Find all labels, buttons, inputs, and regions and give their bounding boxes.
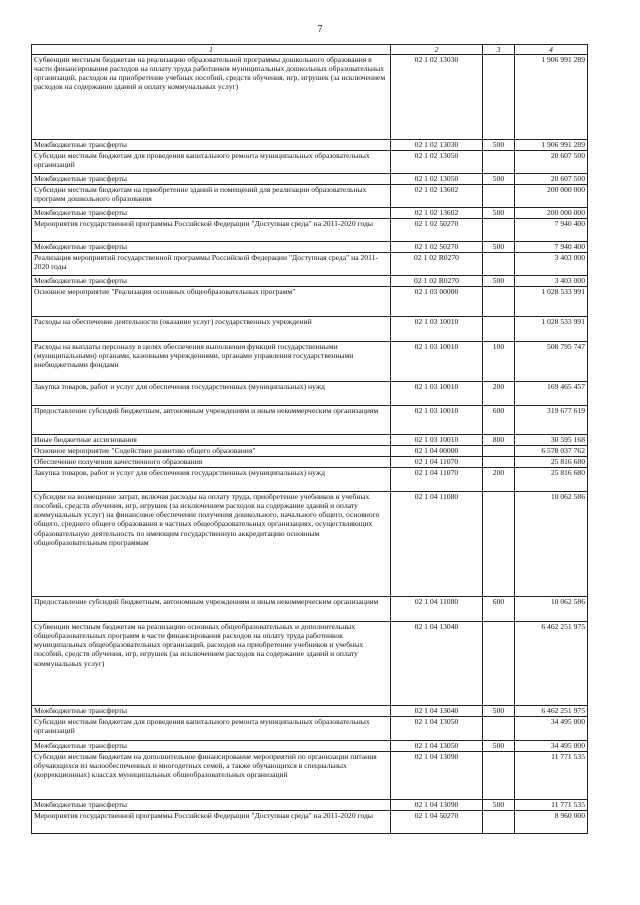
row-amount: 169 465 457 (515, 382, 588, 406)
row-type (483, 811, 515, 834)
row-code: 02 1 04 13050 (391, 717, 483, 741)
row-code: 02 1 04 00000 (391, 446, 483, 457)
row-name: Субсидии на возмещение затрат, включая расходы на оплату труда, приобретение учебников и учебных пособий, средств обучения, игр, игрушек (за исключением расходов на содержание зданий и оплату коммунальных услуг) на финансовое обеспечение получения дошкольного, начального общего, основного общего, среднего общего образования в частных общеобразовательных организациях, осуществляющих образовательную деятельность по имеющим государственную аккредитацию основным общеобразовательным программам (32, 492, 391, 597)
row-type: 600 (483, 597, 515, 622)
row-type: 500 (483, 174, 515, 185)
table-row (32, 468, 588, 492)
row-code: 02 1 04 11070 (391, 468, 483, 492)
table-row (32, 457, 588, 468)
row-type (483, 752, 515, 800)
row-name: Закупка товаров, работ и услуг для обеспечения государственных (муниципальных) нужд (32, 382, 391, 406)
row-name: Расходы на обеспечение деятельности (оказание услуг) государственных учреждений (32, 317, 391, 342)
row-code: 02 1 04 50270 (391, 811, 483, 834)
row-name: Обеспечение получения качественного образования (32, 457, 391, 468)
row-amount: 8 960 000 (515, 811, 588, 834)
row-amount: 10 062 586 (515, 597, 588, 622)
row-name: Субвенции местным бюджетам на реализацию образовательной программы дошкольного образования в части финансирования расходов на оплату труда работников муниципальных дошкольных образовательных организаций, расходов на приобретение учебных пособий, средств обучения, игр, игрушек (за исключением расходов на содержание зданий и оплату коммунальных услуг) (32, 55, 391, 140)
row-name: Межбюджетные трансферты (32, 174, 391, 185)
row-type: 200 (483, 468, 515, 492)
table-row (32, 55, 588, 140)
row-type (483, 185, 515, 208)
row-code: 02 1 02 13050 (391, 151, 483, 174)
table-row (32, 406, 588, 435)
table-row (32, 622, 588, 706)
row-code: 02 1 04 11070 (391, 457, 483, 468)
row-code: 02 1 02 13050 (391, 174, 483, 185)
table-row (32, 287, 588, 317)
row-code: 02 1 02 50270 (391, 242, 483, 253)
row-name: Мероприятия государственной программы Российской Федерации "Доступная среда" на 2011-2020 годы (32, 219, 391, 242)
row-amount: 11 771 535 (515, 800, 588, 811)
row-amount: 3 403 000 (515, 276, 588, 287)
row-code: 02 1 03 10010 (391, 317, 483, 342)
table-row (32, 208, 588, 219)
row-amount: 34 495 000 (515, 717, 588, 741)
table-row (32, 435, 588, 446)
row-name: Межбюджетные трансферты (32, 741, 391, 752)
row-type: 600 (483, 406, 515, 435)
row-amount: 7 940 400 (515, 219, 588, 242)
row-name: Субсидии местным бюджетам на приобретение зданий и помещений для реализации образовательных программ дошкольного образования (32, 185, 391, 208)
row-name: Закупка товаров, работ и услуг для обеспечения государственных (муниципальных) нужд (32, 468, 391, 492)
row-amount: 3 403 000 (515, 253, 588, 276)
row-code: 02 1 02 R0270 (391, 276, 483, 287)
row-amount: 20 607 500 (515, 151, 588, 174)
row-type (483, 219, 515, 242)
row-code: 02 1 03 10010 (391, 406, 483, 435)
table-row (32, 242, 588, 253)
row-amount: 1 906 991 289 (515, 140, 588, 151)
row-code: 02 1 04 13040 (391, 622, 483, 706)
table-row (32, 317, 588, 342)
row-type (483, 717, 515, 741)
row-amount: 200 000 000 (515, 208, 588, 219)
row-type (483, 253, 515, 276)
row-code: 02 1 03 10010 (391, 435, 483, 446)
row-code: 02 1 04 13040 (391, 706, 483, 717)
table-row (32, 140, 588, 151)
table-row (32, 253, 588, 276)
row-type: 500 (483, 208, 515, 219)
row-amount: 10 062 586 (515, 492, 588, 597)
row-amount: 11 771 535 (515, 752, 588, 800)
row-amount: 200 000 000 (515, 185, 588, 208)
row-amount: 6 578 037 762 (515, 446, 588, 457)
row-type (483, 622, 515, 706)
row-amount: 1 028 533 991 (515, 317, 588, 342)
row-code: 02 1 04 11080 (391, 597, 483, 622)
row-name: Межбюджетные трансферты (32, 208, 391, 219)
table-row (32, 382, 588, 406)
row-code: 02 1 02 50270 (391, 219, 483, 242)
row-amount: 7 940 400 (515, 242, 588, 253)
row-type (483, 55, 515, 140)
row-name: Субсидии местным бюджетам для проведения капитального ремонта муниципальных образовательных организаций (32, 151, 391, 174)
row-type: 100 (483, 342, 515, 382)
row-name: Межбюджетные трансферты (32, 706, 391, 717)
row-amount: 25 816 680 (515, 457, 588, 468)
row-code: 02 1 03 10010 (391, 342, 483, 382)
table-row (32, 185, 588, 208)
table-row (32, 800, 588, 811)
table-row (32, 492, 588, 597)
row-amount: 1 906 991 289 (515, 55, 588, 140)
table-row (32, 597, 588, 622)
row-amount: 34 495 000 (515, 741, 588, 752)
row-amount: 30 595 168 (515, 435, 588, 446)
row-amount: 25 816 680 (515, 468, 588, 492)
table-row (32, 811, 588, 834)
row-type: 500 (483, 276, 515, 287)
row-type (483, 457, 515, 468)
table-row (32, 276, 588, 287)
row-name: Межбюджетные трансферты (32, 140, 391, 151)
row-name: Предоставление субсидий бюджетным, автономным учреждениям и иным некоммерческим организациям (32, 597, 391, 622)
row-name: Субвенции местным бюджетам на реализацию основных общеобразовательных и дополнительных общеобразовательных программ в части финансирования расходов на оплату труда работников муниципальных общеобразовательных организаций, расходов на приобретение учебников и учебных пособий, средств обучения, игр, игрушек (за исключением расходов на содержание зданий и оплату коммунальных услуг) (32, 622, 391, 706)
table-row (32, 174, 588, 185)
table-row (32, 741, 588, 752)
row-amount: 6 462 251 975 (515, 622, 588, 706)
row-type: 500 (483, 140, 515, 151)
budget-table (31, 44, 588, 834)
table-row (32, 446, 588, 457)
table-row (32, 342, 588, 382)
column-header-2: 2 (391, 45, 483, 55)
row-type (483, 151, 515, 174)
row-code: 02 1 02 13030 (391, 55, 483, 140)
row-amount: 6 462 251 975 (515, 706, 588, 717)
row-name: Предоставление субсидий бюджетным, автономным учреждениям и иным некоммерческим организациям (32, 406, 391, 435)
row-code: 02 1 04 13090 (391, 752, 483, 800)
page-number: 7 (317, 24, 323, 35)
row-amount: 508 795 747 (515, 342, 588, 382)
column-header-1: 1 (32, 45, 391, 55)
row-name: Основное мероприятие "Содействие развитию общего образования" (32, 446, 391, 457)
row-name: Мероприятия государственной программы Российской Федерации "Доступная среда" на 2011-2020 годы (32, 811, 391, 834)
row-type: 500 (483, 741, 515, 752)
row-name: Межбюджетные трансферты (32, 242, 391, 253)
row-type (483, 317, 515, 342)
row-type: 500 (483, 800, 515, 811)
row-type (483, 446, 515, 457)
row-amount: 20 607 500 (515, 174, 588, 185)
table-row (32, 151, 588, 174)
table-row (32, 752, 588, 800)
row-type: 200 (483, 382, 515, 406)
row-code: 02 1 03 10010 (391, 382, 483, 406)
row-code: 02 1 04 13050 (391, 741, 483, 752)
row-name: Межбюджетные трансферты (32, 800, 391, 811)
row-name: Расходы на выплаты персоналу в целях обеспечения выполнения функций государственными (муниципальными) органами, казенными учреждениями, органами управления государственными внебюджетными фондами (32, 342, 391, 382)
column-header-3: 3 (483, 45, 515, 55)
table-row (32, 706, 588, 717)
row-name: Иные бюджетные ассигнования (32, 435, 391, 446)
table-row (32, 219, 588, 242)
row-name: Межбюджетные трансферты (32, 276, 391, 287)
row-name: Реализация мероприятий государственной программы Российской Федерации "Доступная среда" на 2011-2020 годы (32, 253, 391, 276)
row-code: 02 1 02 R0270 (391, 253, 483, 276)
row-code: 02 1 02 13030 (391, 140, 483, 151)
row-name: Субсидии местным бюджетам на дополнительное финансирование мероприятий по организации питания обучающихся из малообеспеченных и многодетных семей, а также обучающихся в специальных (коррекционных) классах муниципальных общеобразовательных организаций (32, 752, 391, 800)
row-type: 500 (483, 706, 515, 717)
row-code: 02 1 02 13602 (391, 185, 483, 208)
row-name: Основное мероприятие "Реализация основных общеобразовательных программ" (32, 287, 391, 317)
row-code: 02 1 03 00000 (391, 287, 483, 317)
row-code: 02 1 04 13090 (391, 800, 483, 811)
row-type: 800 (483, 435, 515, 446)
row-type: 500 (483, 242, 515, 253)
row-code: 02 1 02 13602 (391, 208, 483, 219)
table-row (32, 717, 588, 741)
table-header-row (32, 45, 588, 55)
column-header-4: 4 (515, 45, 588, 55)
row-name: Субсидии местным бюджетам для проведения капитального ремонта муниципальных образовательных организаций (32, 717, 391, 741)
row-amount: 1 028 533 991 (515, 287, 588, 317)
row-amount: 319 677 619 (515, 406, 588, 435)
row-type (483, 287, 515, 317)
row-type (483, 492, 515, 597)
row-code: 02 1 04 11080 (391, 492, 483, 597)
